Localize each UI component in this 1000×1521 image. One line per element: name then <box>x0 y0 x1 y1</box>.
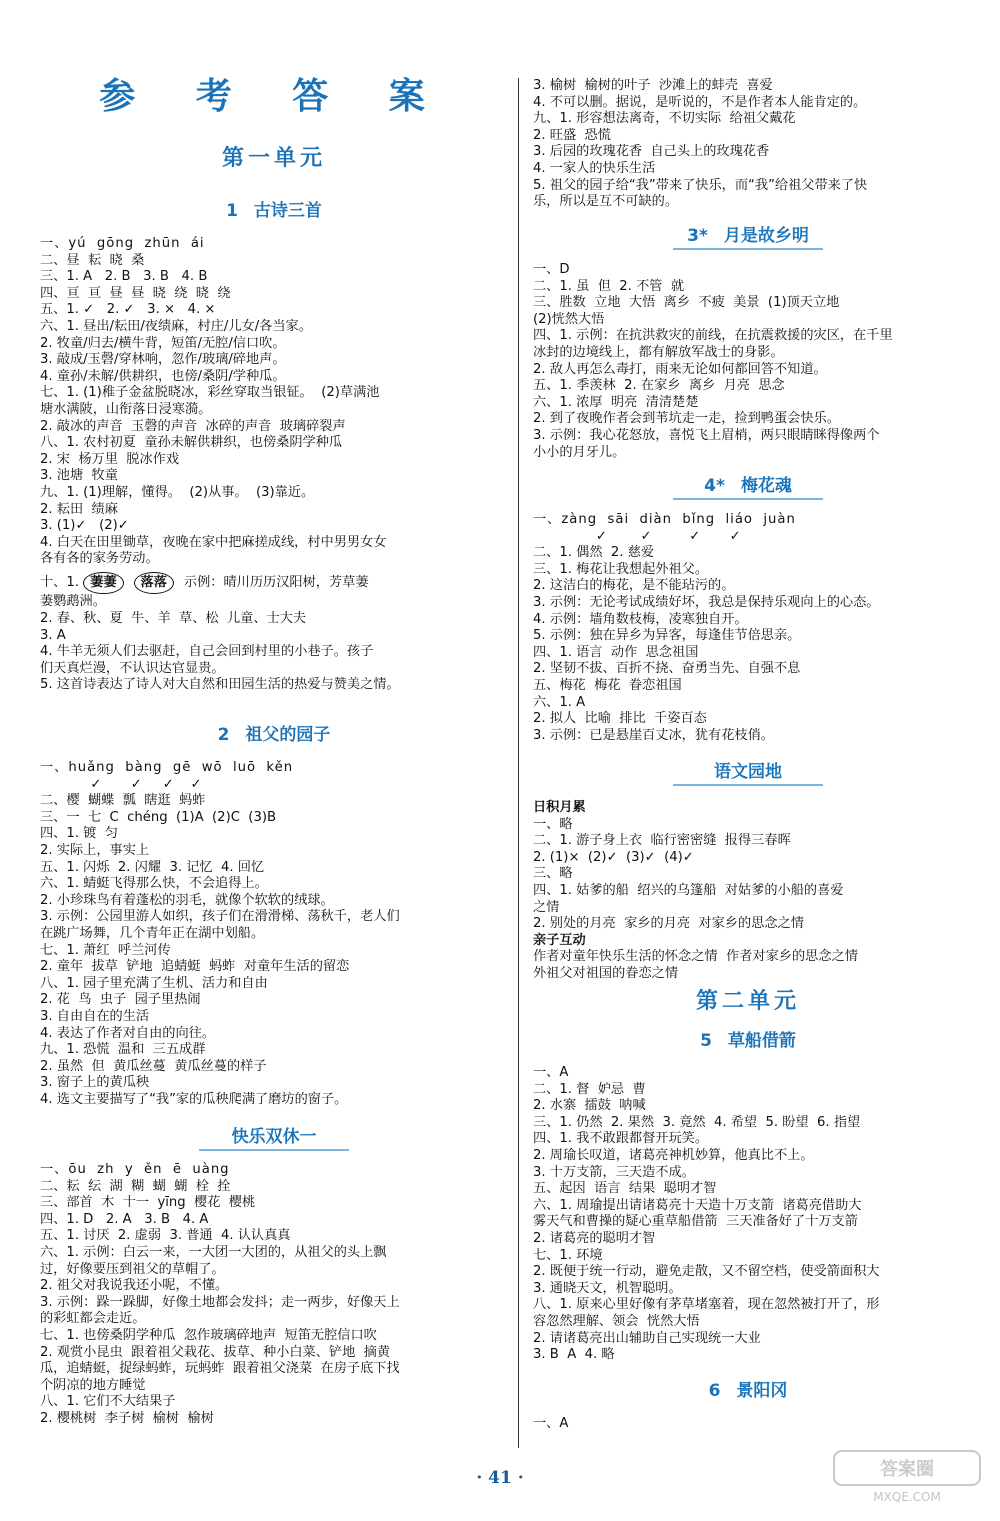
answer-line: 3. A <box>40 627 66 643</box>
answer-line: 各有各的家务劳动。 <box>40 551 159 567</box>
answer-line: 3. 通晓天文，机智聪明。 <box>533 1280 682 1296</box>
section-number: 6 <box>708 1381 721 1401</box>
answer-line: 瓜，追蜻蜓，捉绿蚂蚱，玩蚂蚱 跟着祖父浇菜 在房子底下找 <box>40 1361 400 1377</box>
answer-line: 在跳广场舞，几个青年正在湖中划船。 <box>40 925 265 941</box>
answer-line: 六、1. A <box>533 694 586 710</box>
answer-line: 2. 樱桃树 李子树 榆树 榆树 <box>40 1410 214 1426</box>
answer-line: 乐，所以是互不可缺的。 <box>533 194 679 210</box>
section-number: 3* <box>687 226 708 246</box>
answer-line: 5. 示例：独在异乡为异客，每逢佳节倍思亲。 <box>533 628 801 644</box>
answer-line: 四、亘 亘 昼 昼 晓 绕 晓 绕 <box>40 285 231 301</box>
section-6-answers <box>533 800 963 983</box>
answer-line: 3. 池塘 牧童 <box>40 468 118 484</box>
subheading: 日积月累 <box>533 800 586 815</box>
section-heading-3 <box>40 1129 508 1151</box>
answer-line: 4. 选文主要描写了“我”家的瓜秧爬满了磨坊的窗子。 <box>40 1091 348 1107</box>
unit-heading-2: 第二单元 <box>695 988 800 1014</box>
answer-line: 们天真烂漫，不认识达官显贵。 <box>40 660 225 676</box>
answer-line: 一、A <box>533 1416 569 1431</box>
unit-heading-1: 第一单元 <box>221 145 326 171</box>
answer-line: 五、1. 季羡林 2. 在家乡 离乡 月亮 思念 <box>533 378 785 394</box>
answer-line: 六、1. 蜻蜓飞得那么快，不会追得上。 <box>40 876 268 892</box>
section-heading-6 <box>533 764 963 786</box>
answer-line: 3. 示例：已是悬崖百丈冰，犹有花枝俏。 <box>533 727 774 743</box>
answer-line: 九、1. 形容想法离奇，不切实际 给祖父戴花 <box>533 111 796 127</box>
answer-line: 二、耘 纭 湖 糊 蝴 蝴 栓 拴 <box>40 1178 231 1194</box>
answer-line: 二、樱 蝴蝶 瓢 瞎逛 蚂蚱 <box>40 793 206 809</box>
section-number: 4* <box>704 476 725 496</box>
answer-line: 一、huǎng bàng gē wō luō kěn <box>40 760 294 775</box>
answer-line: 二、1. 虽 但 2. 不管 就 <box>533 278 685 294</box>
answer-line: 4. 白天在田里锄草，夜晚在家中把麻搓成线，村中男男女女 <box>40 534 387 550</box>
answer-line: 2. 旺盛 恐慌 <box>533 127 611 143</box>
section-number: 2 <box>217 725 230 745</box>
answer-line: 雾天气和曹操的疑心重草船借箭 三天准备好了十万支箭 <box>533 1214 858 1230</box>
answer-line: ✓ ✓ ✓ ✓ <box>533 528 741 544</box>
answer-line: 四、1. 示例：在抗洪救灾的前线，在抗震救援的灾区，在千里 <box>533 328 893 344</box>
continued-answers <box>533 78 963 211</box>
answer-line: 四、1. 镀 匀 <box>40 826 118 842</box>
answer-line: 2. 小珍珠鸟有着蓬松的羽毛，就像个软软的绒球。 <box>40 892 334 908</box>
answer-line: 七、1. (1)稚子金盆脱晓冰，彩丝穿取当银钲。 (2)草满池 <box>40 385 380 401</box>
answer-line: 三、略 <box>533 866 573 882</box>
answer-line: 4. 牛羊无须人们去驱赶，自己会回到村里的小巷子。孩子 <box>40 644 374 660</box>
answer-line: 一、A <box>533 1065 569 1080</box>
answer-line: 5. 这首诗表达了诗人对大自然和田园生活的热爱与赞美之情。 <box>40 677 400 693</box>
answer-line: 4. 一家人的快乐生活 <box>533 160 656 176</box>
answer-line: 作者对童年快乐生活的怀念之情 作者对家乡的思念之情 <box>533 949 858 965</box>
answer-line: 一、zàng sāi diàn bǐng liáo juàn <box>533 512 796 527</box>
section-title: 祖父的园子 <box>245 725 331 745</box>
column-divider <box>518 78 519 1448</box>
answer-line: 二、1. 游子身上衣 临行密密缝 报得三春晖 <box>533 833 791 849</box>
section-7-answers <box>533 1065 963 1364</box>
answer-line: 3. (1)✓ (2)✓ <box>40 518 129 534</box>
answer-line: 3. 十万支箭，三天造不成。 <box>533 1164 695 1180</box>
answer-line: 二、昼 耘 晓 桑 <box>40 252 145 268</box>
answer-line: 2. 虽然 但 黄瓜丝蔓 黄瓜丝蔓的样子 <box>40 1058 267 1074</box>
section-heading-2 <box>40 727 508 744</box>
answer-line: 三、1. A 2. B 3. B 4. B <box>40 269 208 285</box>
section-title: 语文园地 <box>714 762 782 782</box>
answer-line: 2. (1)× (2)✓ (3)✓ (4)✓ <box>533 849 694 865</box>
answer-line: 3. 后园的玫瑰花香 自己头上的玫瑰花香 <box>533 144 770 160</box>
answer-line: 2. 观赏小昆虫 跟着祖父栽花、拔草、种小白菜、铲地 摘黄 <box>40 1344 391 1360</box>
answer-line: 3. 自由自在的生活 <box>40 1008 150 1024</box>
section-number: 5 <box>700 1031 712 1051</box>
answer-line: 六、1. 昼出/耘田/夜绩麻，村庄/儿女/各当家。 <box>40 318 312 334</box>
answer-line: 2. 诸葛亮的聪明才智 <box>533 1230 656 1246</box>
section-1-answers <box>40 236 508 694</box>
circled-word: 落落 <box>134 572 174 595</box>
answer-line: 3. 榆树 榆树的叶子 沙滩上的蚌壳 喜爱 <box>533 78 773 93</box>
section-title: 古诗三首 <box>253 201 322 221</box>
page-number: · 41 · <box>476 1468 524 1488</box>
answer-line: 2. 宋 杨万里 脱冰作戏 <box>40 451 180 467</box>
answer-line: 2. 耘田 绩麻 <box>40 501 118 517</box>
section-heading-5 <box>533 478 963 500</box>
answer-line: 2. 既便于统一行动，避免走散，又不留空档，使受箭面积大 <box>533 1264 880 1280</box>
answer-line: 2. 牧童/归去/横牛背，短笛/无腔/信口吹。 <box>40 335 286 351</box>
answer-line: 2. 敲冰的声音 玉磬的声音 冰碎的声音 玻璃碎裂声 <box>40 418 346 434</box>
answer-line: 2. 春、秋、夏 牛、羊 草、松 儿童、士大夫 <box>40 611 307 627</box>
answer-line: 九、1. 恐慌 温和 三五成群 <box>40 1042 206 1058</box>
answer-line: 三、1. 梅花让我想起外祖父。 <box>533 561 709 577</box>
answer-line: 2. 请诸葛亮出山辅助自己实现统一大业 <box>533 1330 761 1346</box>
answer-line: 九、1. (1)理解，懂得。 (2)从事。 (3)靠近。 <box>40 484 315 500</box>
answer-line: 过，好像要压到祖父的草帽了。 <box>40 1261 225 1277</box>
answer-line: 小小的月牙儿。 <box>533 444 626 460</box>
section-5-answers <box>533 512 963 744</box>
section-heading-8 <box>533 1383 963 1400</box>
answer-line: 5. 祖父的园子给“我”带来了快乐，而“我”给祖父带来了快 <box>533 177 868 193</box>
answer-line: 2. 到了夜晚作者会到苇坑走一走，捡到鸭蛋会快乐。 <box>533 411 840 427</box>
answer-line: 4. 示例：墙角数枝梅，凌寒独自开。 <box>533 611 748 627</box>
answer-line: 五、1. 闪烁 2. 闪耀 3. 记忆 4. 回忆 <box>40 859 265 875</box>
answer-line: 八、1. 园子里充满了生机、活力和自由 <box>40 975 268 991</box>
answer-line: 四、1. D 2. A 3. B 4. A <box>40 1211 209 1227</box>
section-heading-1 <box>40 203 508 220</box>
answer-line: 2. 童年 拔草 铲地 追蜻蜓 蚂蚱 对童年生活的留恋 <box>40 959 350 975</box>
answer-line: 三、一 七 C chéng (1)A (2)C (3)B <box>40 809 277 825</box>
answer-line: 二、1. 偶然 2. 慈爱 <box>533 545 655 561</box>
answer-line: 一、D <box>533 262 570 277</box>
answer-line: 七、1. 环境 <box>533 1247 603 1263</box>
section-title: 快乐双休一 <box>231 1127 317 1147</box>
section-heading-7 <box>533 1033 963 1050</box>
answer-line: 2. 坚韧不拔、百折不挠、奋勇当先、自强不息 <box>533 661 801 677</box>
answer-line: 六、1. 周瑜提出请诸葛亮十天造十万支箭 诸葛亮借助大 <box>533 1197 862 1213</box>
answer-line: 五、起因 语言 结果 聪明才智 <box>533 1181 717 1197</box>
answer-line: 七、1. 也傍桑阴学种瓜 忽作玻璃碎地声 短笛无腔信口吹 <box>40 1327 377 1343</box>
heading-underline <box>673 248 823 250</box>
subheading: 亲子互动 <box>533 932 586 948</box>
answer-line: 3. 示例：跺一跺脚，好像土地都会发抖；走一两步，好像天上 <box>40 1294 400 1310</box>
section-title: 景阳冈 <box>736 1381 788 1401</box>
answer-line: 四、1. 语言 动作 思念祖国 <box>533 644 699 660</box>
section-number: 1 <box>226 201 238 221</box>
answer-line: 2. 水寨 擂鼓 呐喊 <box>533 1098 646 1114</box>
answer-line: 冰封的边境线上，都有解放军战士的身影。 <box>533 344 784 360</box>
answer-line: 二、1. 督 妒忌 曹 <box>533 1081 646 1097</box>
page-title: 参 考 答 案 <box>99 75 449 117</box>
svg-text:答案圈: 答案圈 <box>880 1459 934 1480</box>
answer-line: 3. 示例：我心花怒放，喜悦飞上眉梢，两只眼睛眯得像两个 <box>533 427 880 443</box>
heading-underline <box>673 498 823 500</box>
answer-line: 五、梅花 梅花 眷恋祖国 <box>533 677 682 693</box>
answer-line: 2. 花 鸟 虫子 园子里热闹 <box>40 992 201 1008</box>
answer-line: 三、胜数 立地 大悟 离乡 不疲 美景 (1)顶天立地 <box>533 295 840 311</box>
answer-line: 2. 周瑜长叹道，诸葛亮神机妙算，他真比不上。 <box>533 1147 814 1163</box>
section-title: 梅花魂 <box>740 476 792 496</box>
answer-line: 萋鹦鹉洲。 <box>40 594 106 610</box>
section-3-answers <box>40 1162 508 1428</box>
answer-line: 3. 示例：无论考试成绩好坏，我总是保持乐观向上的心态。 <box>533 594 880 610</box>
answer-line: 2. 祖父对我说我还小呢，不懂。 <box>40 1278 229 1294</box>
svg-text:MXQE.COM: MXQE.COM <box>873 1490 941 1504</box>
answer-line: 2. 实际上，事实上 <box>40 842 150 858</box>
answer-line: 2. 别处的月亮 家乡的月亮 对家乡的思念之情 <box>533 916 804 932</box>
answer-line: 六、1. 示例：白云一来，一大团一大团的，从祖父的头上飘 <box>40 1244 387 1260</box>
answer-line: 之情 <box>533 899 560 915</box>
answer-line: 八、1. 它们不大结果子 <box>40 1394 176 1410</box>
section-8-answers <box>533 1416 963 1433</box>
answer-line: 2. 这洁白的梅花，是不能玷污的。 <box>533 578 735 594</box>
answer-line: (2)恍然大悟 <box>533 311 605 327</box>
answer-line: 容忽然理解、领会 恍然大悟 <box>533 1313 700 1329</box>
answer-line: 3. 敲成/玉磬/穿林响，忽作/玻璃/碎地声。 <box>40 352 286 368</box>
answer-line: 3. 窗子上的黄瓜秧 <box>40 1075 150 1091</box>
answer-line: 三、部首 木 十一 yīng 樱花 樱桃 <box>40 1195 256 1211</box>
answer-line: 八、1. 农村初夏 童孙未解供耕织，也傍桑阴学种瓜 <box>40 435 343 451</box>
answer-line-circled: 十、1. 萋萋 落落 示例：晴川历历汉阳树，芳草萋 <box>40 572 508 595</box>
answer-line: 2. 拟人 比喻 排比 千姿百态 <box>533 711 707 727</box>
answer-line: 个阴凉的地方睡觉 <box>40 1377 146 1393</box>
answer-line: 3. 示例：公园里游人如织，孩子们在滑滑梯、荡秋千，老人们 <box>40 909 400 925</box>
answer-line: 五、1. ✓ 2. ✓ 3. × 4. × <box>40 302 216 318</box>
section-2-answers <box>40 760 508 1108</box>
answer-line: ✓ ✓ ✓ ✓ <box>40 776 202 792</box>
answer-line: 八、1. 原来心里好像有茅草堵塞着，现在忽然被打开了，形 <box>533 1297 880 1313</box>
answer-line: 一、yú gōng zhūn ái <box>40 236 205 251</box>
answer-line: 四、1. 姑爹的船 绍兴的乌篷船 对姑爹的小船的喜爱 <box>533 882 844 898</box>
answer-line: 四、1. 我不敢跟都督开玩笑。 <box>533 1131 709 1147</box>
answer-line: 4. 表达了作者对自由的向往。 <box>40 1025 216 1041</box>
answer-line: 3. B A 4. 略 <box>533 1347 615 1363</box>
answer-line: 的彩虹都会走近。 <box>40 1311 146 1327</box>
section-title: 月是故乡明 <box>723 226 809 246</box>
answer-line: 七、1. 萧红 呼兰河传 <box>40 942 171 958</box>
watermark-logo <box>832 1447 982 1507</box>
answer-line: 六、1. 浓厚 明亮 清清楚楚 <box>533 394 699 410</box>
example-text: 示例：晴川历历汉阳树，芳草萋 <box>183 574 369 590</box>
answer-line: 一、ōu zh y ěn ē uàng <box>40 1162 230 1177</box>
answer-line: 五、1. 讨厌 2. 虚弱 3. 普通 4. 认认真真 <box>40 1228 291 1244</box>
heading-underline <box>199 1149 349 1151</box>
answer-line: 4. 童孙/未解/供耕织，也傍/桑阴/学种瓜。 <box>40 368 286 384</box>
answer-line: 一、略 <box>533 816 573 832</box>
answer-line: 三、1. 仍然 2. 果然 3. 竟然 4. 希望 5. 盼望 6. 指望 <box>533 1114 861 1130</box>
answer-line: 4. 不可以删。据说，是听说的，不是作者本人能肯定的。 <box>533 94 867 110</box>
answer-line: 塘水满陂，山衔落日浸寒漪。 <box>40 401 212 417</box>
section-heading-4 <box>533 228 963 250</box>
answer-line: 2. 敌人再怎么毒打，雨来无论如何都回答不知道。 <box>533 361 827 377</box>
answer-line: 外祖父对祖国的眷恋之情 <box>533 965 679 981</box>
section-4-answers <box>533 262 963 461</box>
circled-word: 萋萋 <box>83 572 123 595</box>
section-title: 草船借箭 <box>727 1031 796 1051</box>
heading-underline <box>673 784 823 786</box>
